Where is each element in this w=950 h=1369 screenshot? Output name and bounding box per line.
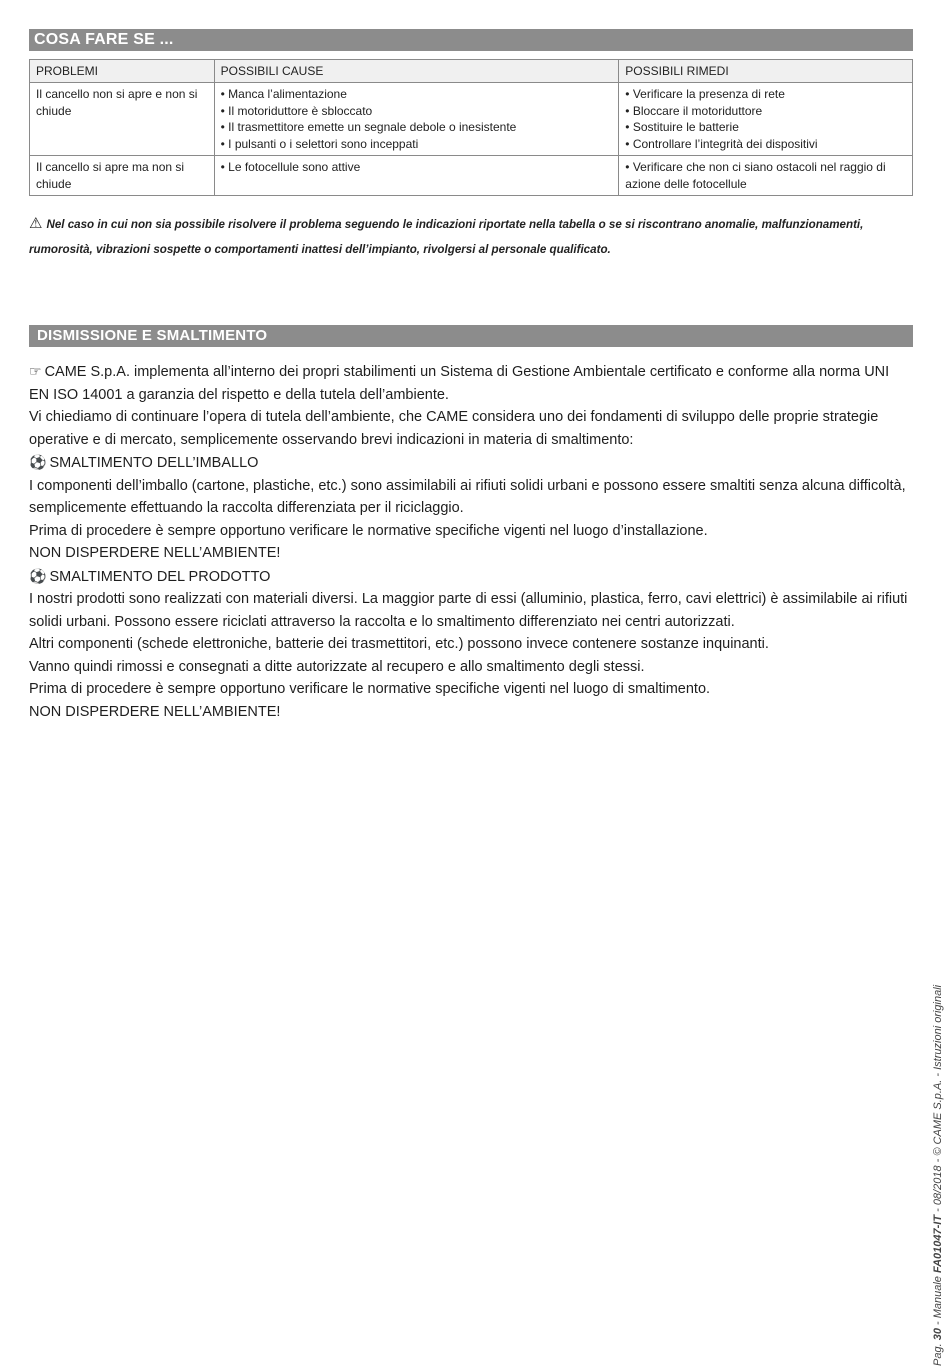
cause-item: • Il trasmettitore emette un segnale debole o inesistente	[220, 120, 517, 134]
section-title-disposal: DISMISSIONE E SMALTIMENTO	[29, 325, 913, 347]
pointing-hand-icon: ☞	[29, 363, 42, 379]
document-code: FA01047-IT	[932, 1214, 944, 1274]
packaging-paragraph: Prima di procedere è sempre opportuno verificare le normative specifiche vigenti nel luogo d’installazione.	[29, 522, 708, 539]
page-number: 30	[932, 1328, 944, 1341]
cause-item: • Manca l’alimentazione	[220, 87, 347, 101]
warning-note	[29, 211, 919, 262]
remedies-cell	[619, 156, 913, 196]
product-paragraph: Prima di procedere è sempre opportuno verificare le normative specifiche vigenti nel luogo di smaltimento.	[29, 681, 711, 697]
cause-item: • Le fotocellule sono attive	[220, 160, 361, 174]
recycle-ball-icon: ⚽	[29, 454, 47, 470]
cause-item: • Il motoriduttore è sbloccato	[220, 103, 373, 118]
recycle-ball-icon: ⚽	[29, 567, 47, 584]
disposal-body	[29, 360, 913, 723]
remedies-cell	[619, 83, 913, 156]
table-header-row	[30, 60, 913, 83]
warning-triangle-icon: ⚠	[29, 215, 43, 232]
intro-paragraph: ☞ CAME S.p.A. implementa all’interno dei propri stabilimenti un Sistema di Gestione Ambientale certificato e conforme alla norma UNI EN ISO 14001 a garanzia del rispetto e della tutela dell’ambiente.	[29, 363, 890, 403]
remedy-item: • Verificare la presenza di rete	[625, 87, 785, 101]
remedy-item: • Bloccare il motoriduttore	[625, 103, 763, 118]
troubleshooting-table	[29, 59, 913, 196]
table-row	[30, 83, 913, 156]
table-row	[30, 156, 913, 196]
remedy-item: • Controllare l’integrità dei dispositivi	[625, 136, 818, 151]
page-footer: Pag. 30 - Manuale FA01047-IT - 08/2018 - © CAME S.p.A. - Istruzioni originali	[932, 984, 944, 1366]
product-heading: ⚽ SMALTIMENTO DEL PRODOTTO	[29, 567, 271, 585]
intro-paragraph-2: Vi chiediamo di continuare l’opera di tutela dell’ambiente, che CAME considera uno dei fondamenti di sviluppo delle proprie strategie operative e di mercato, semplicemente osservando brevi indicazioni in materia di smaltimento:	[29, 409, 879, 448]
section-title-troubleshooting: COSA FARE SE ...	[29, 29, 913, 51]
packaging-heading: ⚽ SMALTIMENTO DELL’IMBALLO	[29, 454, 259, 471]
product-warning: NON DISPERDERE NELL’AMBIENTE!	[29, 703, 281, 720]
product-paragraph: I nostri prodotti sono realizzati con materiali diversi. La maggior parte di essi (alluminio, plastica, ferro, cavi elettrici) è assimilabile ai rifiuti solidi urbani. Possono essere riciclati attraverso la raccolta e lo smaltimento differenziato nei centri autorizzati.	[29, 591, 908, 630]
packaging-paragraph: I componenti dell’imballo (cartone, plastiche, etc.) sono assimilabili ai rifiuti solidi urbani e possono essere smaltiti senza alcuna difficoltà, semplicemente effettuando la raccolta differenziata per il riciclaggio.	[29, 477, 906, 516]
remedy-item: • Sostituire le batterie	[625, 120, 739, 134]
product-paragraph: Altri componenti (schede elettroniche, batterie dei trasmettitori, etc.) possono invece contenere sostanze inquinanti.	[29, 636, 769, 652]
header-cause: POSSIBILI CAUSE	[214, 60, 619, 83]
header-problemi: PROBLEMI	[30, 60, 215, 83]
cause-item: • I pulsanti o i selettori sono inceppati	[220, 136, 419, 151]
causes-cell	[214, 156, 619, 196]
product-paragraph: Vanno quindi rimossi e consegnati a ditte autorizzate al recupero e allo smaltimento degli stessi.	[29, 658, 645, 675]
remedy-item: • Verificare che non ci siano ostacoli nel raggio di azione delle fotocellule	[625, 160, 886, 191]
warning-text: Nel caso in cui non sia possibile risolvere il problema seguendo le indicazioni riportate nella tabella o se si riscontrano anomalie, malfunzionamenti, rumorosità, vibrazioni sospette o comportamenti inattesi dell’impianto, rivolgersi al personale qualificato.	[29, 218, 864, 256]
problem-cell: Il cancello si apre ma non si chiude	[30, 156, 215, 196]
problem-cell: Il cancello non si apre e non si chiude	[30, 83, 215, 156]
causes-cell	[214, 83, 619, 156]
packaging-warning: NON DISPERDERE NELL’AMBIENTE!	[29, 545, 281, 561]
header-rimedi: POSSIBILI RIMEDI	[619, 60, 913, 83]
